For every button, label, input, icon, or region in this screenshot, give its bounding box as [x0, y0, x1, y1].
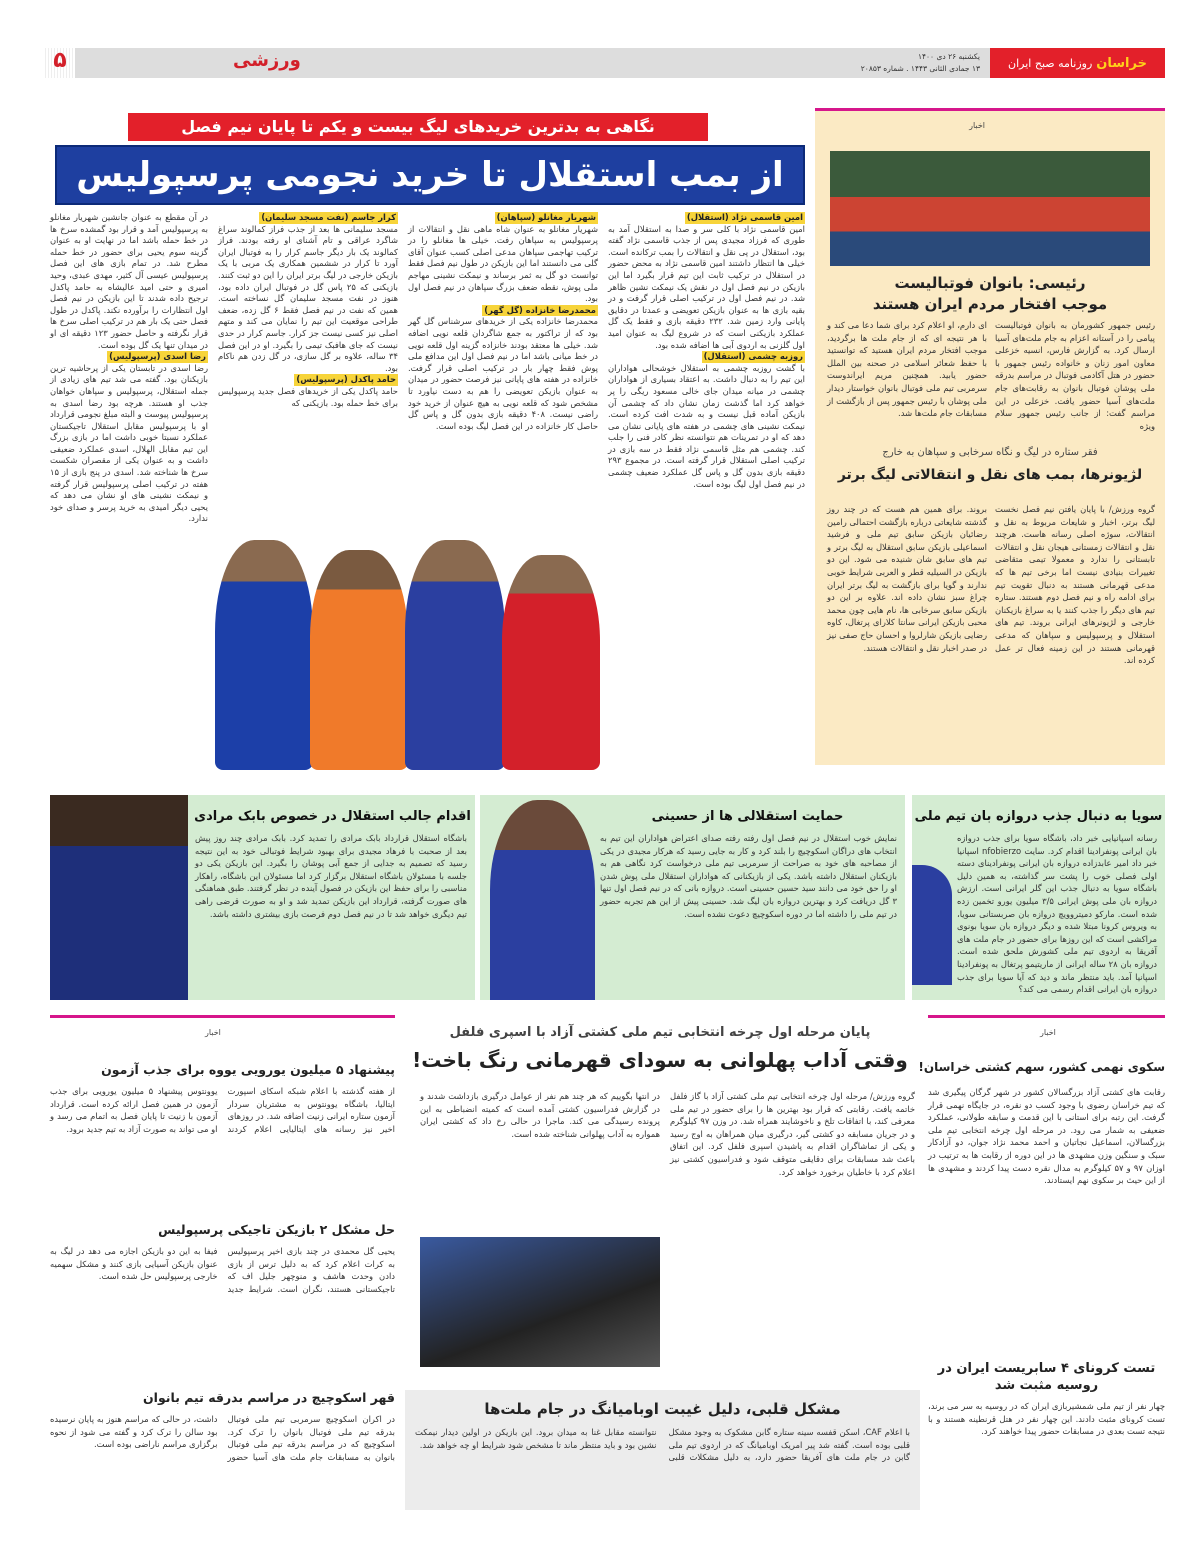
- wrestling-headline: وقتی آداب پهلوانی به سودای قهرمانی رنگ باخت!: [412, 1048, 908, 1072]
- khorasan-wrestling-body: رقابت های کشتی آزاد بزرگسالان کشور در شهر گرگان پیگیری شد که تیم خراسان رضوی با وجود کسب دو نقره، در جایگاه نهمی قرار گرفت. این رتبه برای استانی با این قدمت و سابقه طولانی، عملکرد ضعیفی به شمار می رود. در مرحله اول چرخه انتخابی تیم ملی بزرگسالان، اسماعیل نجاتیان و احمد محمد نژاد جوان، دو آزادکار سبک و سنگین وزن مشهدی ها در این دوره از رقابت ها به ترتیب در اوزان ۹۷ و ۵۷ کیلوگرم به مدال نقره دست پیدا کردند و مشهدی ها از این حیث بر سکوی نهم ایستادند.: [928, 1087, 1165, 1186]
- article-text: امین قاسمی نژاد با کلی سر و صدا به استقلال آمد به طوری که فرزاد مجیدی پس از جذب قاسمی نژاد گفته بود، استقلال در پی نقل و انتقالات را بمب ترکانده است. خیلی ها انتظار داشتند امین قاسمی نژاد به محض حضور در استقلال در ترکیب ثابت این تیم قرار بگیرد اما این بازیکن در نیم فصل اول در نقش یک نیمکت نشین ظاهر شد. در نیم فصل اول در ترکیب اصلی قرار گرفت و در بقیه بازی ها به عنوان بازیکن تعویضی و عمدتا در دقایق پایانی وارد زمین شد. ۲۳۲ دقیقه بازی و فقط یک گل عملکرد بازیکنی است که در شروع لیگ به عنوان امید اول گلزنی به اردوی آبی ها اضافه شده بود.: [608, 223, 805, 350]
- wrestling-col-1: گروه ورزش/ مرحله اول چرخه انتخابی تیم ملی کشتی آزاد با گاز فلفل خاتمه یافت. رقابتی که قرار بود بهترین ها را برای حضور در تیم ملی معرفی کند، با اتفاقات تلخ و ناخوشایند همراه شد. در وزن ۹۷ کیلوگرم و در جریان مسابقه دو کشتی گیر، درگیری میان همراهان به اوج رسید و یکی از تماشاگران اقدام به پاشیدن اسپری فلفل کرد. این اتفاق باعث شد مسابقات برای دقایقی متوقف شود و فدراسیون کشتی نیز اعلام کرد با خاطیان برخورد خواهد کرد.: [670, 1091, 915, 1177]
- main-col-2: [408, 212, 598, 432]
- player-tag: محمدرضا خانزاده (گل گهر): [484, 304, 596, 315]
- article-text: حامد پاکدل یکی از خریدهای فصل جدید پرسپولیس برای خط حمله بود. بازیکنی که: [218, 385, 398, 408]
- divider: [928, 1015, 1165, 1018]
- aubameyang-body: با اعلام CAF، اسکن قفسه سینه ستاره گابن مشکوک به وجود مشکل قلبی بوده است. گفته شد پیر امریک اوبامیانگ که در اردوی تیم ملی گابن در جام ملت های آفریقا حضور دارد، به دلیل مشکلات قلبی نتوانسته مقابل غنا به میدان برود. این بازیکن در اولین دیدار نیمکت نشین بود و باید منتظر ماند تا مشخص شود شرایط او چه خواهد شد.: [415, 1427, 910, 1463]
- fencing-covid-body: چهار نفر از تیم ملی شمشیربازی ایران که در روسیه به سر می برند، تست کرونای مثبت دادند. این چهار نفر در هتل قرنطینه هستند و با نتیجه تست بعدی در مسابقات حضور پیدا خواهند کرد.: [928, 1401, 1165, 1437]
- team-photo: [830, 151, 1150, 266]
- news-box-sevilla: [912, 795, 1165, 1000]
- main-headline: از بمب استقلال تا خرید نجومی پرسپولیس: [55, 145, 805, 205]
- player-tag: شهریار مغانلو (سپاهان): [496, 212, 596, 222]
- player-tag: حامد پاکدل (پرسپولیس): [296, 374, 396, 385]
- tajik-players-headline: حل مشکل ۲ بازیکن تاجیکی پرسپولیس: [158, 1222, 395, 1237]
- issue-date: [861, 51, 980, 75]
- paper-subtitle: روزنامه صبح ایران: [1008, 56, 1093, 70]
- aubameyang-box: [405, 1390, 920, 1510]
- wrestling-photo: [420, 1237, 660, 1367]
- paper-name: خراسان: [1096, 55, 1147, 71]
- article-text: با گشت روزبه چشمی به استقلال خوشحالی هواداران این تیم را به دنبال داشت. به اعتقاد بسیاری از هواداران چشمی در میانه میدان جای خالی مسعود ریگی را پر خواهد کرد اما گذشت زمان نشان داد که چشمی آن بازیکن آماده قبل نیست و به شدت افت کرده است. نیمکت نشینی های چشمی در هفته های پایانی نشان می دهد که او در تمرینات هم نتوانسته نظر کادر فنی را جلب کند. چشمی هم مثل قاسمی نژاد فقط در سه بازی در ترکیب اصلی استقلال قرار گرفته است. در مجموع ۲۹۳ دقیقه بازی بدون گل و پاس گل عملکرد ضعیف چشمی در نیم فصل اول لیگ بوده است.: [608, 362, 805, 489]
- box-body: رسانه اسپانیایی خبر داد، باشگاه سویا برای جذب دروازه بان ایرانی پونفرادینا اقدام کرد. سایت nfobierzo اسپانیا خبر داد امیر عابدزاده دروازه بان ایرانی پونفرادینای دسته اولی فصلی خوب را پشت سر گذاشته، به همین دلیل باشگاه سویا به دنبال جذب این گلر ایرانی است. ارزش دروازه بان ملی پوش ایرانی ۳/۵ میلیون یورو تخمین زده شده است. مارکو دمیتروویچ دروازه بان صربستانی سویا، به ویروس کرونا مبتلا شده و دیگر دروازه بان سویا بونوی مراکشی است که این روزها برای حضور در جام ملت های آفریقا به اردوی تیم ملی کشورش ملحق شده است. دروازه بان ۲۸ ساله ایرانی از ماریتیمو پرتغال به پونفرادینا اسپانیا آمد. باید منتظر ماند و دید که آیا سویا برای جذب دروازه بان ایرانی اقدام رسمی می کند؟: [957, 833, 1158, 995]
- box-title: اقدام جالب استقلال در خصوص بابک مرادی: [194, 809, 471, 824]
- box-body: باشگاه استقلال قرارداد بابک مرادی را تمدید کرد. بابک مرادی چند روز پیش بعد از صحبت با فرهاد مجیدی برای بهبود شرایط فوتبالی خود به این نتیجه رسید که تصمیم به جدایی از جمع آبی پوشان را بگیرد. این بازیکن یکی دو جلسه با مسئولان باشگاه استقلال برگزار کرد اما مسئولان این باشگاه، راهکار مناسبی را برای حفظ این بازیکن در فصول آینده در نظر گرفتند. طبق هماهنگی های صورت گرفته، قرارداد این بازیکن تمدید شد و او به صورت قرضی راهی تیم دیگری خواهد شد تا در نیم فصل دوم فرصت بازی بیشتری داشته باشد.: [195, 833, 467, 919]
- aubameyang-headline: مشکل قلبی، دلیل غیبت اوبامیانگ در جام ملت‌ها: [484, 1400, 841, 1418]
- article-text: رضا اسدی در تابستان یکی از پرحاشیه ترین بازیکنان بود. گفته می شد تیم های زیادی از جمله استقلال، پرسپولیس و سپاهان خواهان جذب او هستند. هرچه بود رضا اسدی به پرسپولیس پیوست و البته مبلغ نجومی قرارداد او با پرسپولیس مقابل استقلال تاجیکستان عملکرد نسبتا خوبی داشت اما در بازی بزرگ این تیم مقابل الهلال، اسدی عملکرد ضعیفی داشت و به عنوان یکی از مقصران شکست سرخ ها شناخته شد. اسدی در پنج بازی از ۱۵ هفته در ترکیب اصلی پرسپولیس قرار گرفته و نیمکت نشینی های او نشان می دهد که یحیی دیگر امیدی به خرید پرسر و صدای خود ندارد.: [49, 362, 208, 524]
- player-tag: کرار جاسم (نفت مسجد سلیمان): [261, 212, 396, 222]
- news-label: اخبار: [969, 121, 985, 130]
- sidebar-col-1: رئیس جمهور کشورمان به بانوان فوتبالیست پیامی را در آستانه اعزام به جام ملت‌های آسیا ارسال کرد. به گزارش فارس، انسیه خزعلی معاون امور زنان و خانواده رئیس جمهور با حضور در هتل آکادمی فوتبال در مراسم بدرقه ملی پوشان فوتبال بانوان به رقابت‌های جام ملت‌های آسیا حضور یافت. خزعلی در این مراسم گفت: از جانب رئیس جمهور سلام ویژه: [995, 320, 1155, 431]
- news-box-hosseini: [480, 795, 905, 1000]
- khorasan-wrestling-headline: سکوی نهمی کشور، سهم کشتی خراسان!: [918, 1060, 1165, 1074]
- divider: [50, 1015, 395, 1018]
- sidebar-headline-2: لژیونرها، بمب های نقل و انتقالاتی لیگ برتر: [837, 467, 1143, 483]
- article-text: مسجد سلیمانی ها بعد از جذب فراز کمالوند سراغ شاگرد عراقی و تام آشنای او رفته بودند. فراز کمالوند یک بار دیگر جاسم کرار را به فوتبال ایران آورد تا کرار در ششمین همکاری یک مربی با یک بازیکن خارجی در لیگ برتر ایران را این دو ثبت کنند. بازیکنی که ۲۵ پاس گل در فوتبال ایران داده بود، هنوز در نفت مسجد سلیمان گل نساخته است. همین که نفت در نیم فصل فقط ۶ گل زده، ضعف طراحی موقعیت این تیم را نمایان می کند و متهم اصلی نیز کسی نیست جز کرار. جاسم کرار در حدی نیست که جای هافبک تیمی را بگیرد. او در این فصل ۳۴ ساله، علاوه بر گل سازی، در گل زدن هم ناکام بود.: [218, 223, 398, 373]
- goalkeeper-photo: [912, 865, 952, 985]
- player-photo-red: [502, 555, 600, 770]
- player-tag: امین قاسمی نژاد (استقلال): [686, 212, 803, 222]
- headline-line-2: موجب افتخار مردم ایران هستند: [872, 295, 1108, 313]
- main-kicker: نگاهی به بدترین خریدهای لیگ بیست و یکم تا پایان نیم فصل: [128, 113, 708, 141]
- news-box-moradi: [50, 795, 475, 1000]
- sidebar-col-3: گروه ورزش/ با پایان یافتن نیم فصل نخست لیگ برتر، اخبار و شایعات مربوط به نقل و انتقالات، سوژه اصلی رسانه هاست. هرچند نقل و انتقالات زمستانی هیجان نقل و انتقالات تابستانی را ندارد و معمولا تیمی متقاضی تغییرات بنیادی نیست اما برخی تیم ها که مدعی قهرمانی هستند به دنبال تقویت تیم برای ادامه راه و نیم فصل دوم هستند. ستاره تیم های دیگر را جذب کنند یا به سراغ بازیکنان خارجی و لژیونرهای ایرانی بروند. تیم های استقلال و پرسپولیس و سپاهان که مدعی قهرمانی هستند در این زمینه فعال تر عمل کرده اند.: [995, 504, 1155, 666]
- azmoun-headline: پیشنهاد ۵ میلیون یورویی یووه برای جذب آزمون: [101, 1062, 395, 1077]
- player-photo-blue-1: [215, 540, 313, 770]
- date-line-1: یکشنبه ۲۶ دی ۱۴۰۰: [917, 52, 980, 61]
- date-line-2: ۱۳ جمادی الثانی ۱۴۴۳ . شماره ۲۰۸۵۳: [860, 64, 980, 73]
- box-title: سویا به دنبال جذب دروازه بان تیم ملی: [914, 809, 1163, 824]
- page-header: [75, 48, 1165, 78]
- wrestling-kicker: پایان مرحله اول چرخه انتخابی تیم ملی کشتی آزاد با اسپری فلفل: [449, 1025, 871, 1040]
- player-photo-orange: [310, 550, 408, 770]
- sidebar-col-4: بروند. برای همین هم هست که در چند روز گذشته شایعاتی درباره بازگشت احتمالی رامین رضائیان بازیکن سابق تیم ملی و فرشید اسماعیلی بازیکن سابق استقلال به لیگ برتر و تیم های سابق شان شنیده می شود. این دو بازیکن در السیلیه قطر و العربی شرایط خوبی ندارند و گویا برای بازگشت به لیگ برتر ایران چراغ سبز نشان داده اند. علاوه بر این دو بازیکن سابق سرخابی ها، نام هایی چون محمد محبی بازیکن ایرانی سانتا کلارای پرتغال، کاوه رضایی بازیکن شارلروا و احسان حاج صفی نیز در صدر اخبار نقل و انتقالات هستند.: [827, 504, 987, 653]
- fencing-covid-headline: تست کرونای ۴ سابریست ایران در روسیه مثبت شد: [937, 1361, 1156, 1393]
- news-label: اخبار: [205, 1028, 221, 1037]
- newspaper-logo: [990, 48, 1165, 78]
- player-tag: رضا اسدی (پرسپولیس): [109, 351, 206, 362]
- article-text: در آن مقطع به عنوان جانشین شهریار مغانلو به پرسپولیس آمد و قرار بود گمشده سرخ ها در خط حمله باشد اما در نهایت او به عنوان گزینه سوم یحیی برای حضور در خط حمله مطرح شد. در تمام بازی های این فصل پرسپولیس عیسی آل کثیر، مهدی عبدی، وحید امیری و حتی امید عالیشاه به حامد پاکدل ترجیح داده شدند تا این بازیکن در نیم فصل اول انتظارات را برآورده نکند. پاکدل در طول فصل حتی یک بار هم در ترکیب اصلی سرخ ها قرار نگرفته و حاصل حضور ۱۲۳ دقیقه ای او در میدان تنها یک گل بوده است.: [50, 212, 208, 350]
- moradi-photo: [50, 795, 188, 1000]
- azmoun-body: از هفته گذشته با اعلام شبکه اسکای اسپورت ایتالیا، باشگاه یوونتوس به مشتریان سردار آزمون ستاره ایرانی زنیت اضافه شد. در روزهای اخیر نیز رسانه های ایتالیایی اعلام کردند یوونتوس پیشنهاد ۵ میلیون یورویی برای جذب آزمون در همین فصل ارائه کرده است. قرارداد آزمون با زنیت تا پایان فصل به اتمام می رسد و او می تواند به صورت آزاد به تیم جدید برود.: [50, 1086, 395, 1134]
- page-number: ۵: [45, 48, 75, 78]
- main-col-3: [218, 212, 398, 409]
- sidebar-kicker: فقر ستاره در لیگ و نگاه سرخابی و سپاهان به خارج: [882, 447, 1098, 458]
- section-title: ورزشی: [233, 50, 301, 71]
- wrestling-col-2: در انتها بگوییم که هر چند هم نفر از عوامل درگیری بازداشت شدند و در گزارش فدراسیون کشتی آمده است که کمیته انضباطی به این پرونده رسیدگی می کند. ماجرا در حالی رخ داد که کشتی ایران همواره به آداب پهلوانی شناخته شده است.: [420, 1091, 660, 1139]
- news-label: اخبار: [1040, 1028, 1056, 1037]
- player-photo-blue-2: [405, 540, 505, 770]
- sidebar-headline: [825, 273, 1155, 315]
- sidebar-col-2: ای دارم، او اعلام کرد برای شما دعا می کند و با هر نتیجه ای که از جام ملت ها برگردید، موجب افتخار مردم ایران هستید که توانستید با حفظ شعائر اسلامی در صحنه بین الملل حضور یابید. همچنین مریم ایراندوست سرمربی تیم ملی فوتبال بانوان خواستار دیدار ملی پوشان با رئیس جمهور پس از بازگشت از مسابقات جام ملت‌ها شد.: [827, 320, 987, 419]
- box-title: حمایت استقلالی ها از حسینی: [651, 809, 844, 824]
- headline-line-1: رئیسی: بانوان فوتبالیست: [894, 274, 1086, 292]
- sidebar-news-box: [815, 108, 1165, 765]
- main-col-1: [608, 212, 805, 490]
- article-text: محمدرضا خانزاده یکی از خریدهای سرشناس گل گهر بود که از تراکتور به جمع شاگردان قلعه نویی اضافه شد. خیلی ها معتقد بودند خانزاده گزینه اول قلعه نویی در خط میانی باشد اما در نیم فصل اول این مدافع ملی پوش فقط چهار بار در ترکیب اصلی قرار گرفت. خانزاده در هفته های پایانی نیز فرصت حضور در میدان به عنوان بازیکن تعویضی را هم به دست نیاورد تا مشخص شود که قلعه نویی به هیچ عنوان از خرید خود راضی نیست. ۴۰۸ دقیقه بازی بدون گل و پاس گل حاصل کار خانزاده در این فصل لیگ بوده است.: [408, 316, 598, 431]
- article-text: شهریار مغانلو به عنوان شاه ماهی نقل و انتقالات از پرسپولیس به سپاهان رفت. خیلی ها مغانلو را در ترکیب تهاجمی سپاهان مدعی اصلی کسب عنوان آقای گلی می دانستند اما این بازیکن در طول نیم فصل فقط توانست دو گل به ثمر برساند و نیمکت نشینی مهاجم ملی پوش، نقطه ضعف بزرگ سپاهان در نیم فصل اول بود.: [408, 223, 598, 304]
- skocic-headline: قهر اسکوچیچ در مراسم بدرقه تیم بانوان: [143, 1390, 395, 1405]
- player-tag: روزبه چشمی (استقلال): [703, 351, 803, 362]
- hosseini-photo: [490, 800, 595, 1000]
- tajik-players-body: یحیی گل محمدی در چند بازی اخیر پرسپولیس به کرات اعلام کرد که به دلیل ترس از بازی دادن وحدت هاشف و منوچهر جلیل اف که تاجیکستانی هستند، نگران است. شرایط جدید فیفا به این دو بازیکن اجازه می دهد در لیگ به عنوان بازیکن آسیایی بازی کنند و مشکل سهمیه خارجی پرسپولیس حل شده است.: [50, 1246, 395, 1294]
- box-body: نمایش خوب استقلال در نیم فصل اول رفته رفته صدای اعتراض هواداران این تیم به انتخاب های دراگان اسکوچیچ را بلند کرد و کار به جایی رسید که هرکار مجیدی در یکی از مصاحبه های خود به صراحت از سرمربی تیم ملی درخواست کرد نگاهی هم به بازیکنان استقلال داشته باشد. یکی از بازیکنانی که هواداران استقلال ملی پوش شدن او را حق خود می دانند سید حسین حسینی است. دروازه بانی که در نیم فصل اول تنها ۳ گل دریافت کرد و بهترین دروازه بان لیگ شد. حسینی پیش از این هم تجربه حضور در تیم ملی را داشته اما در دوره اسکوچیچ دعوت نشده است.: [600, 833, 897, 919]
- skocic-body: در اکران اسکوچیچ سرمربی تیم ملی فوتبال بدرقه تیم ملی فوتبال بانوان را ترک کرد. اسکوچیچ که در مراسم بدرقه تیم ملی فوتبال بانوان به مسابقات جام ملت های آسیا حضور داشت، در حالی که مراسم هنوز به پایان نرسیده بود سالن را ترک کرد و گفته می شود از نحوه برگزاری مراسم ناراضی بوده است.: [50, 1414, 395, 1462]
- main-col-4: [50, 212, 208, 525]
